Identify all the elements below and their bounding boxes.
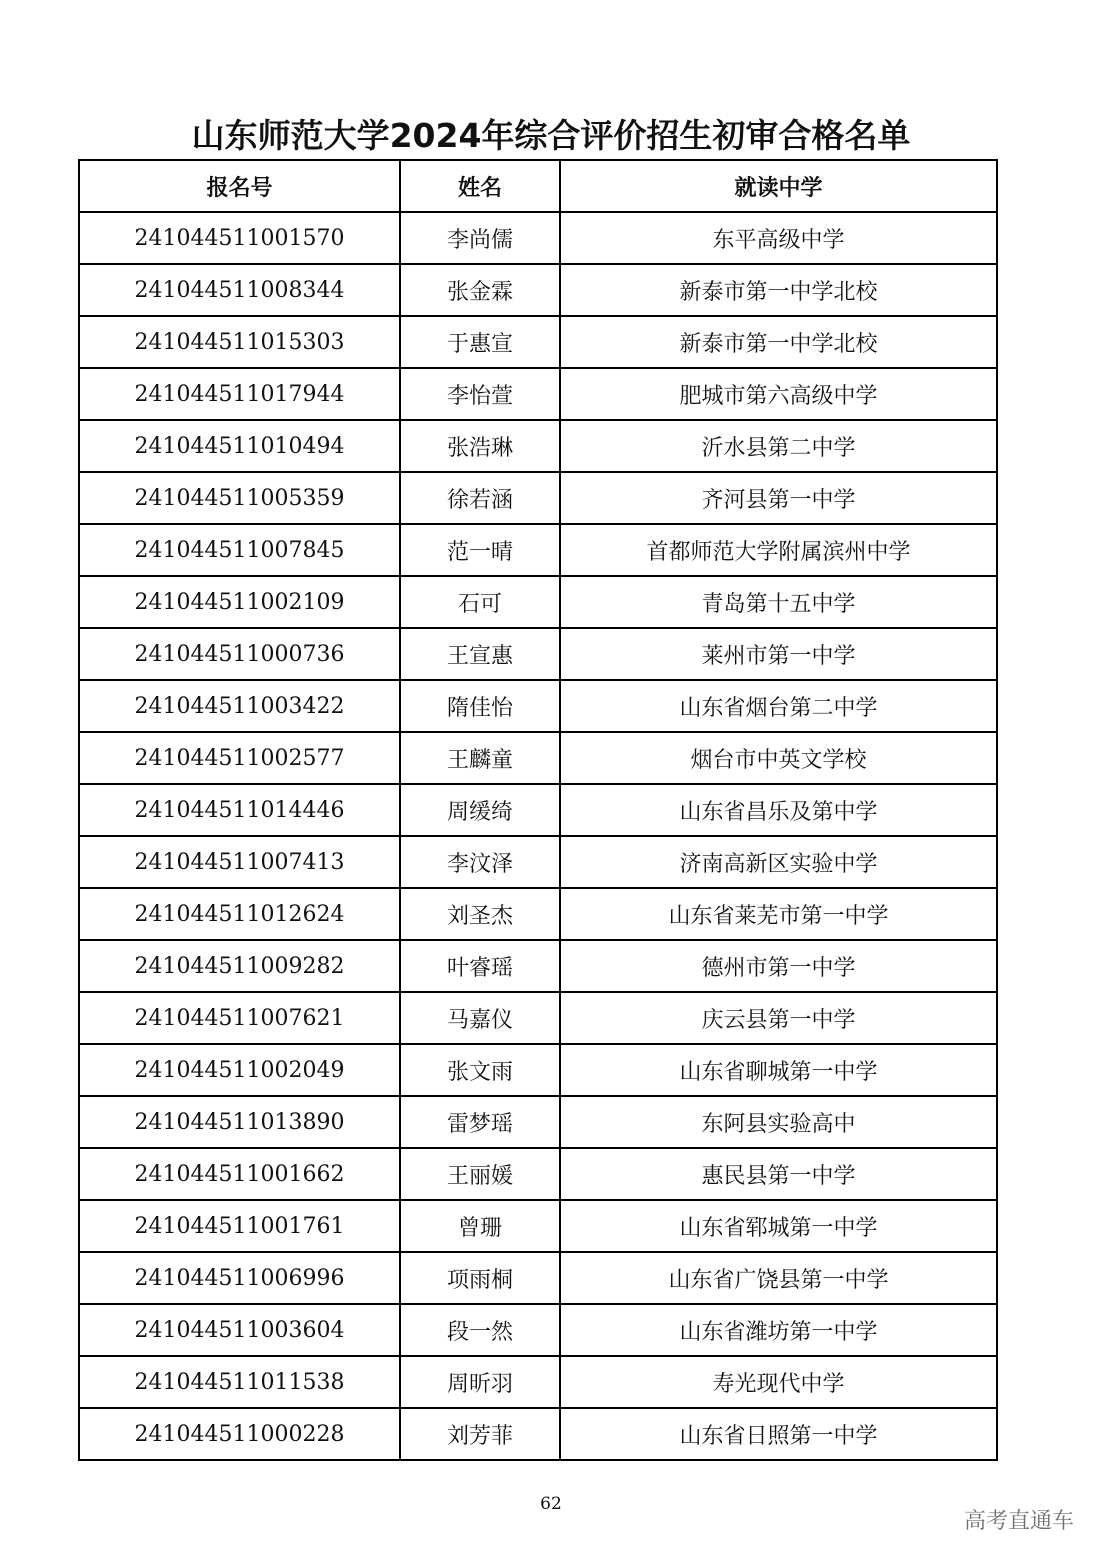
student-name-cell: 叶睿瑶 — [400, 940, 560, 992]
school-cell: 齐河县第一中学 — [560, 472, 997, 524]
school-cell: 山东省潍坊第一中学 — [560, 1304, 997, 1356]
school-cell: 济南高新区实验中学 — [560, 836, 997, 888]
table-body — [79, 212, 997, 1460]
table-row — [79, 212, 997, 264]
registration-number-cell: 241044511003422 — [79, 680, 400, 732]
registration-number-cell: 241044511011538 — [79, 1356, 400, 1408]
table-row — [79, 524, 997, 576]
school-cell: 德州市第一中学 — [560, 940, 997, 992]
table-row — [79, 732, 997, 784]
table-row — [79, 940, 997, 992]
school-cell: 肥城市第六高级中学 — [560, 368, 997, 420]
registration-number-cell: 241044511001761 — [79, 1200, 400, 1252]
school-cell: 庆云县第一中学 — [560, 992, 997, 1044]
student-name-cell: 李尚儒 — [400, 212, 560, 264]
student-name-cell: 刘圣杰 — [400, 888, 560, 940]
table-row — [79, 576, 997, 628]
table-row — [79, 888, 997, 940]
student-name-cell: 石可 — [400, 576, 560, 628]
registration-number-cell: 241044511001570 — [79, 212, 400, 264]
school-cell: 沂水县第二中学 — [560, 420, 997, 472]
registration-number-cell: 241044511001662 — [79, 1148, 400, 1200]
student-name-cell: 曾珊 — [400, 1200, 560, 1252]
school-cell: 寿光现代中学 — [560, 1356, 997, 1408]
registration-number-cell: 241044511005359 — [79, 472, 400, 524]
school-cell: 山东省莱芜市第一中学 — [560, 888, 997, 940]
registration-number-cell: 241044511007845 — [79, 524, 400, 576]
school-cell: 烟台市中英文学校 — [560, 732, 997, 784]
header-registration-number: 报名号 — [79, 160, 400, 212]
registration-number-cell: 241044511003604 — [79, 1304, 400, 1356]
table-row — [79, 1044, 997, 1096]
student-name-cell: 雷梦瑶 — [400, 1096, 560, 1148]
student-name-cell: 马嘉仪 — [400, 992, 560, 1044]
registration-number-cell: 241044511017944 — [79, 368, 400, 420]
table-row — [79, 1408, 997, 1460]
table-row — [79, 1096, 997, 1148]
registration-number-cell: 241044511010494 — [79, 420, 400, 472]
registration-number-cell: 241044511007621 — [79, 992, 400, 1044]
school-cell: 惠民县第一中学 — [560, 1148, 997, 1200]
student-name-cell: 王丽媛 — [400, 1148, 560, 1200]
registration-number-cell: 241044511015303 — [79, 316, 400, 368]
registration-number-cell: 241044511008344 — [79, 264, 400, 316]
student-name-cell: 范一晴 — [400, 524, 560, 576]
student-name-cell: 张浩琳 — [400, 420, 560, 472]
school-cell: 青岛第十五中学 — [560, 576, 997, 628]
admission-list-table — [78, 159, 998, 1461]
table-row — [79, 472, 997, 524]
registration-number-cell: 241044511002109 — [79, 576, 400, 628]
table-row — [79, 784, 997, 836]
registration-number-cell: 241044511013890 — [79, 1096, 400, 1148]
student-name-cell: 段一然 — [400, 1304, 560, 1356]
registration-number-cell: 241044511014446 — [79, 784, 400, 836]
table-row — [79, 680, 997, 732]
registration-number-cell: 241044511000736 — [79, 628, 400, 680]
header-school: 就读中学 — [560, 160, 997, 212]
registration-number-cell: 241044511007413 — [79, 836, 400, 888]
student-name-cell: 项雨桐 — [400, 1252, 560, 1304]
school-cell: 莱州市第一中学 — [560, 628, 997, 680]
student-name-cell: 张文雨 — [400, 1044, 560, 1096]
table-row — [79, 992, 997, 1044]
student-name-cell: 王宣惠 — [400, 628, 560, 680]
table-row — [79, 836, 997, 888]
student-name-cell: 周昕羽 — [400, 1356, 560, 1408]
registration-number-cell: 241044511012624 — [79, 888, 400, 940]
registration-number-cell: 241044511000228 — [79, 1408, 400, 1460]
table-row — [79, 1252, 997, 1304]
school-cell: 山东省聊城第一中学 — [560, 1044, 997, 1096]
school-cell: 山东省郓城第一中学 — [560, 1200, 997, 1252]
table-row — [79, 1356, 997, 1408]
school-cell: 山东省日照第一中学 — [560, 1408, 997, 1460]
student-name-cell: 刘芳菲 — [400, 1408, 560, 1460]
header-row — [79, 160, 997, 212]
school-cell: 新泰市第一中学北校 — [560, 316, 997, 368]
student-name-cell: 于惠宣 — [400, 316, 560, 368]
table-row — [79, 264, 997, 316]
registration-number-cell: 241044511002577 — [79, 732, 400, 784]
school-cell: 山东省广饶县第一中学 — [560, 1252, 997, 1304]
registration-number-cell: 241044511009282 — [79, 940, 400, 992]
student-name-cell: 王麟童 — [400, 732, 560, 784]
school-cell: 东阿县实验高中 — [560, 1096, 997, 1148]
student-name-cell: 隋佳怡 — [400, 680, 560, 732]
school-cell: 首都师范大学附属滨州中学 — [560, 524, 997, 576]
student-name-cell: 徐若涵 — [400, 472, 560, 524]
page-number: 62 — [540, 1494, 562, 1514]
registration-number-cell: 241044511002049 — [79, 1044, 400, 1096]
table-row — [79, 420, 997, 472]
student-name-cell: 李汶泽 — [400, 836, 560, 888]
table-header — [79, 160, 997, 212]
document-title: 山东师范大学2024年综合评价招生初审合格名单 — [191, 116, 911, 155]
student-name-cell: 周缓绮 — [400, 784, 560, 836]
school-cell: 山东省烟台第二中学 — [560, 680, 997, 732]
student-name-cell: 李怡萱 — [400, 368, 560, 420]
student-name-cell: 张金霖 — [400, 264, 560, 316]
table-row — [79, 1148, 997, 1200]
table-row — [79, 1304, 997, 1356]
school-cell: 东平高级中学 — [560, 212, 997, 264]
table-row — [79, 1200, 997, 1252]
registration-number-cell: 241044511006996 — [79, 1252, 400, 1304]
header-name: 姓名 — [400, 160, 560, 212]
table-row — [79, 316, 997, 368]
school-cell: 新泰市第一中学北校 — [560, 264, 997, 316]
table-row — [79, 368, 997, 420]
table-row — [79, 628, 997, 680]
school-cell: 山东省昌乐及第中学 — [560, 784, 997, 836]
watermark-text: 高考直通车 — [963, 1509, 1074, 1534]
